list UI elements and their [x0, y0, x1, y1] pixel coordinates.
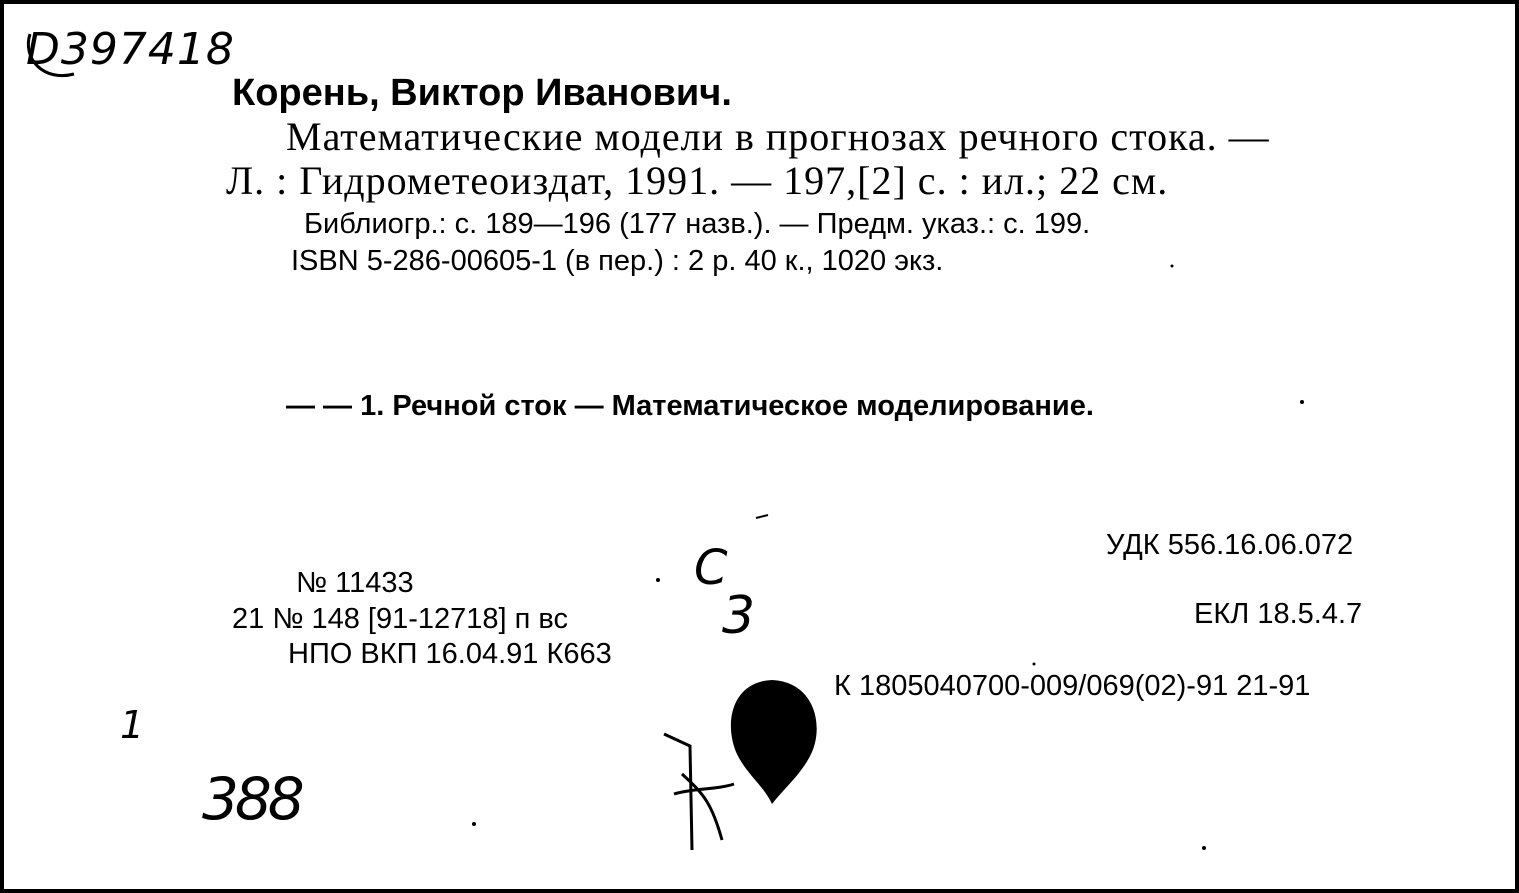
ekl-code: ЕКЛ 18.5.4.7	[1194, 598, 1363, 630]
handwritten-three: 3	[722, 586, 756, 646]
notes-line-1: Библиогр.: с. 189—196 (177 назв.). — Предм. указ.: с. 199.	[304, 208, 1091, 240]
marks-layer	[4, 4, 1515, 889]
speck-dot	[1033, 663, 1036, 666]
handwritten-strike-mark	[664, 734, 734, 850]
notes-line-2: ISBN 5-286-00605-1 (в пер.) : 2 р. 40 к., 1020 экз.	[291, 245, 944, 277]
order-line: 21 № 148 [91-12718] п вс	[232, 603, 568, 635]
title-line-1: Математические модели в прогнозах речного стока. —	[286, 114, 1270, 159]
udk-code: УДК 556.16.06.072	[1106, 529, 1354, 561]
subject-heading: — — 1. Речной сток — Математическое моделирование.	[286, 390, 1094, 422]
k-code: К 1805040700-009/069(02)-91 21-91	[834, 670, 1311, 702]
npo-line: НПО ВКП 16.04.91 К663	[288, 638, 612, 670]
author-heading: Корень, Виктор Иванович.	[232, 72, 732, 114]
registration-number: № 11433	[296, 567, 414, 599]
handwritten-mark: 1	[120, 703, 145, 747]
title-line-2: Л. : Гидрометеоиздат, 1991. — 197,[2] с. : ил.; 22 см.	[226, 158, 1169, 203]
speck-dot	[1202, 846, 1206, 850]
ink-blot	[731, 680, 817, 804]
speck-dot	[1171, 265, 1174, 268]
speck-dot	[656, 578, 660, 582]
handwritten-c: С	[694, 540, 728, 596]
speck-dot	[1300, 400, 1304, 404]
speck-dot	[472, 822, 476, 826]
inventory-circle-mark	[28, 34, 74, 76]
handwritten-388: 388	[202, 765, 301, 833]
speck-dash	[756, 515, 768, 518]
inventory-number: D397418	[26, 24, 235, 75]
